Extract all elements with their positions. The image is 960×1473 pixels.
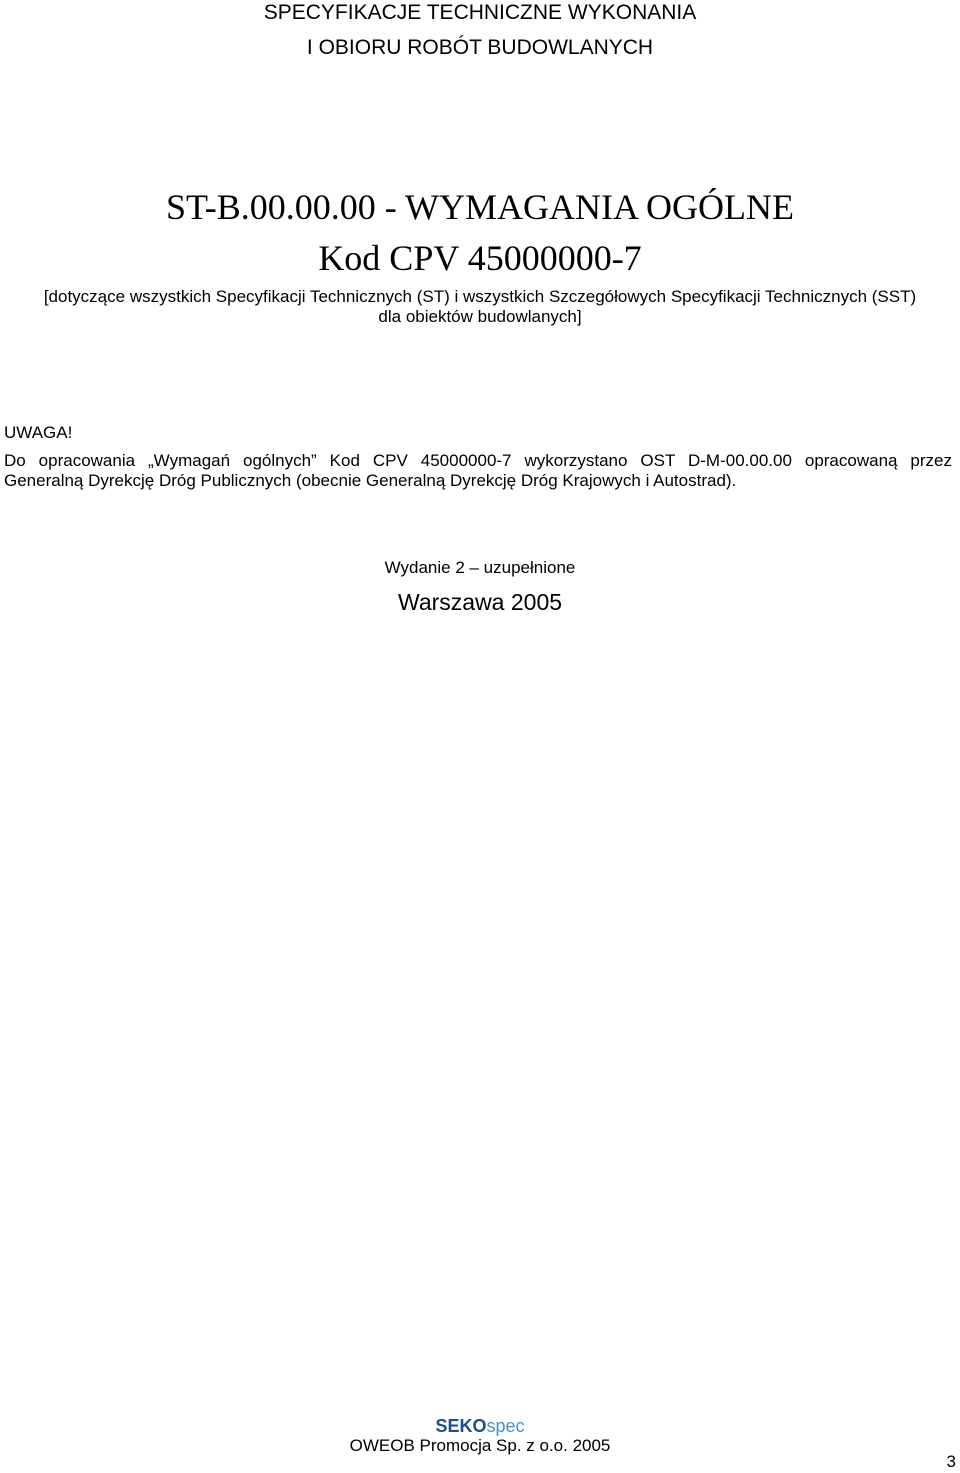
page-number: 3 [946, 1452, 956, 1471]
note-label: UWAGA! [4, 423, 73, 442]
note-text-line2: Generalną Dyrekcję Dróg Publicznych (obecnie Generalną Dyrekcję Dróg Krajowych i Autostrad). [4, 471, 737, 490]
note-text-line1: Do opracowania „Wymagań ogólnych” Kod CPV 45000000-7 wykorzystano OST D-M-00.00.00 opracowaną przez [4, 451, 952, 470]
subtitle-line2: dla obiektów budowlanych] [378, 307, 582, 326]
document-header-line1: SPECYFIKACJE TECHNICZNE WYKONANIA [263, 1, 697, 24]
subtitle-line1: [dotyczące wszystkich Specyfikacji Technicznych (ST) i wszystkich Szczegółowych Specyfikacji Technicznych (SST) [43, 287, 917, 306]
cpv-code-title: Kod CPV 45000000-7 [318, 238, 642, 278]
company-logo [0, 1416, 960, 1436]
edition-place-year: Warszawa 2005 [397, 589, 563, 615]
edition-line: Wydanie 2 – uzupełnione [384, 558, 576, 577]
logo-bold-part: SEKO [435, 1416, 487, 1436]
spec-title: ST-B.00.00.00 - WYMAGANIA OGÓLNE [166, 187, 794, 227]
document-header-line2: I OBIORU ROBÓT BUDOWLANYCH [306, 36, 654, 59]
logo-light-part: spec [486, 1416, 525, 1436]
footer-company: OWEOB Promocja Sp. z o.o. 2005 [349, 1436, 611, 1455]
